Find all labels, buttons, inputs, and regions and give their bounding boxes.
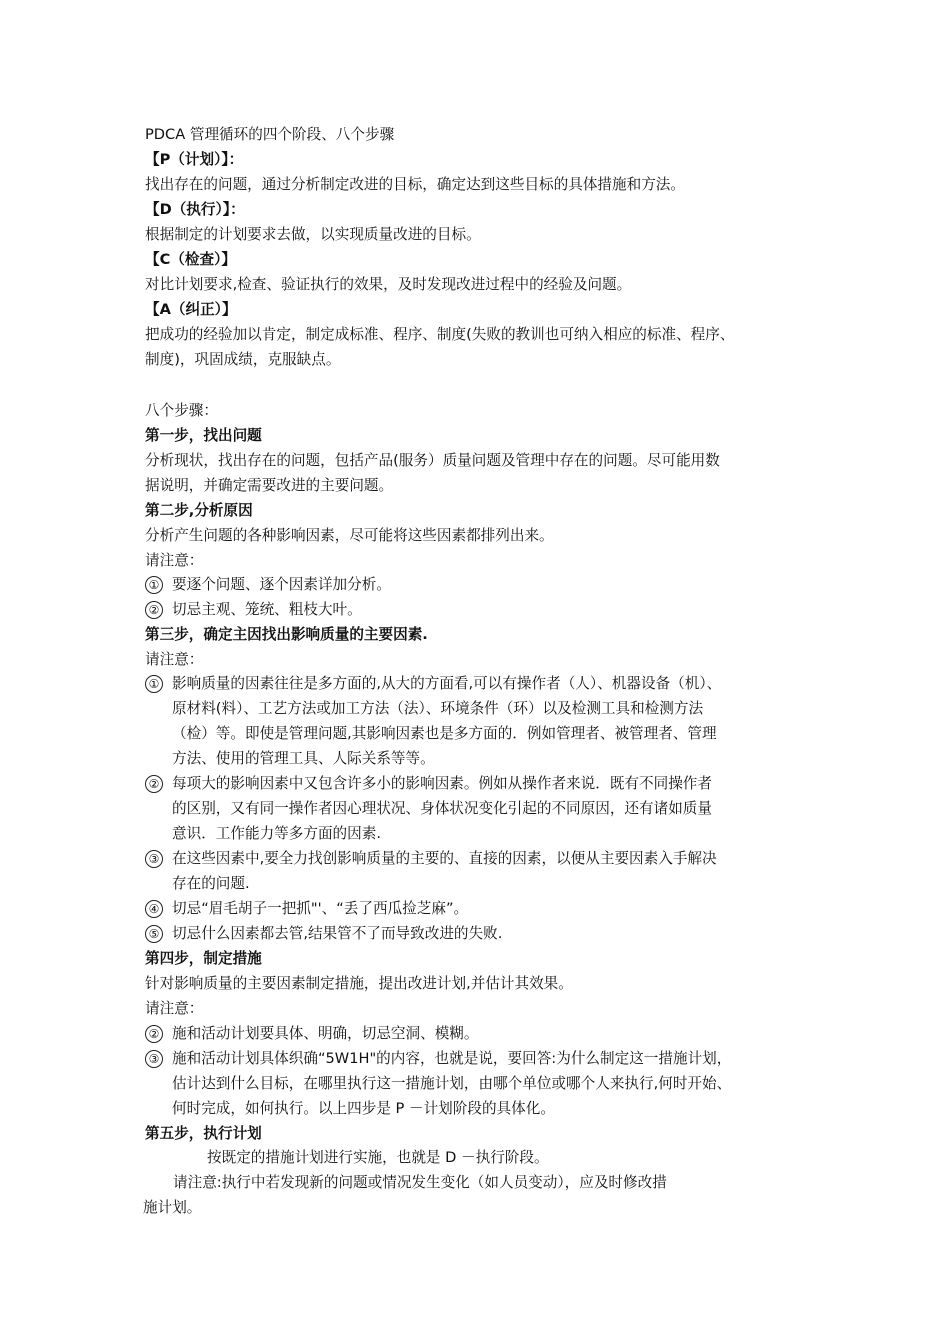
list-item-cont: 存在的问题. <box>172 875 250 892</box>
list-number: ② <box>145 601 163 619</box>
list-item-cont: 方法、使用的管理工具、人际关系等等。 <box>172 750 435 767</box>
step1-heading: 第一步，找出问题 <box>145 427 262 444</box>
list-item-cont: 意识．工作能力等多方面的因素. <box>172 825 381 842</box>
step5-note: 请注意:执行中若发现新的问题或情况发生变化（如人员变动），应及时修改措 <box>173 1174 667 1191</box>
document-title: PDCA 管理循环的四个阶段、八个步骤 <box>145 126 395 143</box>
list-item: 影响质量的因素往往是多方面的,从大的方面看,可以有操作者（人）、机器设备（机）、 <box>172 675 722 692</box>
phase-a-text: 把成功的经验加以肯定，制定成标准、程序、制度(失败的教训也可纳入相应的标准、程序、 <box>145 326 735 343</box>
step1-text: 分析现状，找出存在的问题，包括产品(服务）质量问题及管理中存在的问题。尽可能用数 <box>145 452 720 469</box>
list-item: 每项大的影响因素中又包含许多小的影响因素。例如从操作者来说．既有不同操作者 <box>172 775 712 792</box>
list-number: ② <box>145 1025 163 1043</box>
list-item-cont: 的区别，又有同一操作者因心理状况、身体状况变化引起的不同原因，还有诸如质量 <box>172 800 712 817</box>
list-item: 切忌“眉毛胡子一把抓"'、“丢了西瓜捡芝麻”。 <box>172 900 469 917</box>
step3-note: 请注意： <box>145 651 204 668</box>
phase-a-heading: 【A（纠正）】 <box>145 301 237 318</box>
step2-heading: 第二步,分析原因 <box>145 502 253 519</box>
list-number: ③ <box>145 1050 163 1068</box>
list-number: ② <box>145 775 163 793</box>
list-item-cont: 估计达到什么目标，在哪里执行这一措施计划，由哪个单位或哪个人来执行,何时开始、 <box>172 1075 732 1092</box>
list-item-cont: （检）等。即使是管理问题,其影响因素也是多方面的．例如管理者、被管理者、管理 <box>172 725 717 742</box>
list-item: 要逐个问题、逐个因素详加分析。 <box>172 576 391 593</box>
list-item: 施和活动计划要具体、明确，切忌空洞、模糊。 <box>172 1025 479 1042</box>
phase-d-heading: 【D（执行）】： <box>145 201 245 218</box>
step4-heading: 第四步，制定措施 <box>145 950 262 967</box>
list-item: 切忌主观、笼统、粗枝大叶。 <box>172 601 362 618</box>
phase-c-heading: 【C（检查）】 <box>145 251 236 268</box>
phase-c-text: 对比计划要求,检查、验证执行的效果，及时发现改进过程中的经验及问题。 <box>145 276 632 293</box>
phase-a-text: 制度)，巩固成绩，克服缺点。 <box>145 351 341 368</box>
phase-p-text: 找出存在的问题，通过分析制定改进的目标，确定达到这些目标的具体措施和方法。 <box>145 176 685 193</box>
list-item: 切忌什么因素都去管,结果管不了而导致改进的失败. <box>172 925 503 942</box>
list-number: ③ <box>145 850 163 868</box>
step2-text: 分析产生问题的各种影响因素，尽可能将这些因素都排列出来。 <box>145 527 554 544</box>
step5-note-cont: 施计划。 <box>143 1199 202 1216</box>
step1-text: 据说明，并确定需要改进的主要问题。 <box>145 477 394 494</box>
list-item: 在这些因素中,要全力找创影响质量的主要的、直接的因素，以便从主要因素入手解决 <box>172 850 717 867</box>
list-item-cont: 原材料(料）、工艺方法或加工方法（法）、环境条件（环）以及检测工具和检测方法 <box>172 700 704 717</box>
list-number: ④ <box>145 900 163 918</box>
step4-note: 请注意： <box>145 1000 204 1017</box>
list-item-cont: 何时完成，如何执行。以上四步是 P －计划阶段的具体化。 <box>172 1100 555 1117</box>
list-number: ① <box>145 576 163 594</box>
step4-text: 针对影响质量的主要因素制定措施，提出改进计划,并估计其效果。 <box>145 975 573 992</box>
step5-heading: 第五步，执行计划 <box>145 1125 262 1142</box>
phase-p-heading: 【P（计划）】： <box>145 151 244 168</box>
step3-heading: 第三步，确定主因找出影响质量的主要因素. <box>145 626 428 643</box>
phase-d-text: 根据制定的计划要求去做，以实现质量改进的目标。 <box>145 226 481 243</box>
list-number: ⑤ <box>145 925 163 943</box>
eight-steps-label: 八个步骤： <box>145 402 218 419</box>
list-number: ① <box>145 675 163 693</box>
list-item: 施和活动计划具体织确“5W1H"的内容，也就是说，要回答:为什么制定这一措施计划， <box>172 1050 732 1067</box>
step5-text: 按既定的措施计划进行实施，也就是 D －执行阶段。 <box>207 1149 549 1166</box>
step2-note: 请注意： <box>145 552 204 569</box>
